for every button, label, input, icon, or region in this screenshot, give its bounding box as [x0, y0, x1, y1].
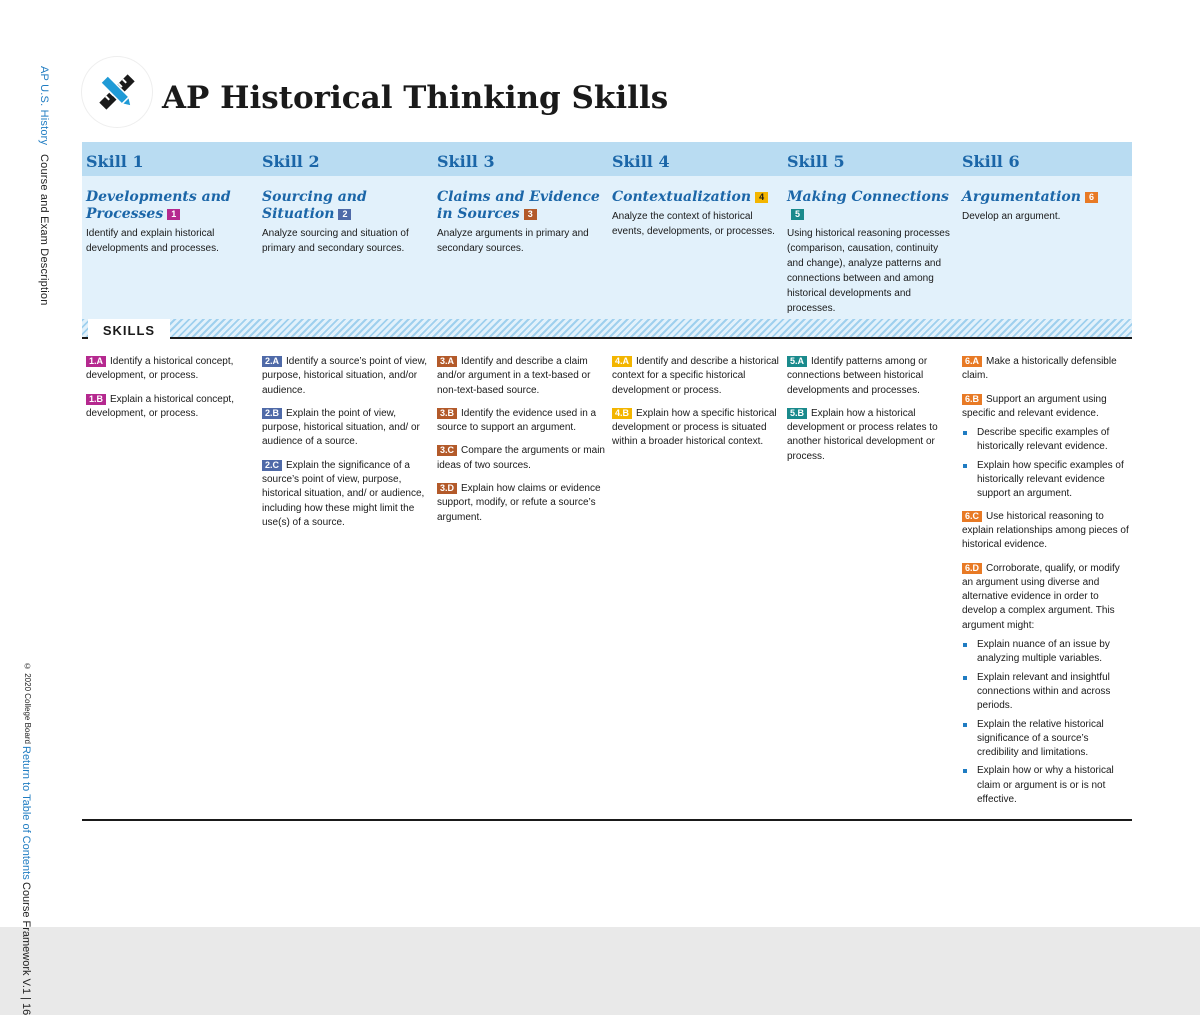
skill-3-summary: Analyze arguments in primary and secondary sources. — [437, 228, 589, 254]
skill-item-text: Identify a historical concept, development, or process. — [86, 356, 234, 382]
skill-item — [437, 482, 607, 525]
skill-6-name: Argumentation 6 — [962, 189, 1132, 206]
skill-1-name: Developments and Processes 1 — [86, 189, 231, 222]
skill-code: 6.C — [962, 511, 982, 522]
skill-item-text: Use historical reasoning to explain relationships among pieces of historical evidence. — [962, 510, 1129, 551]
skill-item-text: Make a historically defensible claim. — [962, 356, 1117, 382]
skill-item-text: Explain how claims or evidence support, modify, or refute a source’s argument. — [437, 483, 601, 523]
skill-item — [437, 355, 607, 398]
skill-item-text: Identify a source’s point of view, purpose, historical situation, and/or audience. — [262, 356, 428, 396]
skill-code: 4.B — [612, 408, 632, 419]
skill-3-number: Skill 3 — [437, 152, 495, 171]
skill-5-number: Skill 5 — [787, 152, 845, 171]
skill-6-description — [962, 189, 1132, 224]
skill-2-summary: Analyze sourcing and situation of primary and secondary sources. — [262, 228, 409, 254]
framework-page-label: Course Framework V.1 | 16 — [20, 881, 32, 1015]
skill-item — [262, 459, 432, 530]
skill-2-items — [262, 355, 432, 539]
skill-6-summary: Develop an argument. — [962, 211, 1061, 222]
skill-code: 2.A — [262, 356, 282, 367]
bullet-item: Explain the relative historical significance of a source’s credibility and limitations. — [962, 718, 1130, 761]
skill-code: 3.D — [437, 483, 457, 494]
skill-item-text: Identify the evidence used in a source to support an argument. — [437, 407, 597, 434]
skill-item-text: Support an argument using specific and relevant evidence. — [962, 393, 1107, 419]
skill-4-description — [612, 189, 782, 239]
skill-item — [962, 510, 1130, 553]
skill-item-text: Identify patterns among or connections between historical developments and processes. — [787, 356, 928, 396]
skill-item-text: Explain the significance of a source’s point of view, purpose, historical situation, and/ or audience, including how these might limit the use(s) of a source. — [262, 459, 425, 528]
return-to-toc-link[interactable]: Return to Table of Contents — [20, 745, 32, 880]
table-bottom-rule — [82, 819, 1132, 821]
skill-5-badge: 5 — [791, 209, 804, 220]
skill-2-number: Skill 2 — [262, 152, 320, 171]
skill-4-number: Skill 4 — [612, 152, 670, 171]
skill-6-badge: 6 — [1085, 192, 1098, 203]
skill-code: 5.A — [787, 356, 807, 367]
skill-4-name: Contextualization 4 — [612, 189, 782, 206]
skill-item-text: Compare the arguments or main ideas of two sources. — [437, 445, 605, 471]
skill-item — [86, 393, 256, 422]
skill-code: 2.C — [262, 460, 282, 471]
skill-3-items — [437, 355, 607, 534]
copyright-text: © 2020 College Board — [23, 662, 32, 744]
skill-item — [262, 407, 432, 450]
skill-1-description — [86, 189, 256, 256]
skill-code: 3.C — [437, 445, 457, 456]
skill-item — [262, 355, 432, 398]
skill-code: 1.A — [86, 356, 106, 367]
bullet-list — [962, 426, 1130, 501]
skill-code: 5.B — [787, 408, 807, 419]
side-course-label — [38, 66, 50, 306]
skill-5-items — [787, 355, 957, 473]
skill-item — [787, 355, 957, 398]
skills-label: SKILLS — [88, 319, 170, 341]
skill-4-summary: Analyze the context of historical events, developments, or processes. — [612, 211, 775, 237]
bullet-item: Explain nuance of an issue by analyzing multiple variables. — [962, 638, 1130, 667]
skill-item — [962, 393, 1130, 422]
skill-code: 6.D — [962, 563, 982, 574]
bullet-item: Explain how specific examples of historically relevant evidence support an argument. — [962, 459, 1130, 502]
bullet-item: Explain how or why a historical claim or argument is or is not effective. — [962, 764, 1130, 807]
skill-code: 1.B — [86, 394, 106, 405]
skill-item — [86, 355, 256, 384]
skill-2-description — [262, 189, 432, 256]
skill-item-text: Explain how a historical development or process relates to another historical development or process. — [787, 407, 938, 462]
skill-5-name: Making Connections5 — [787, 189, 949, 219]
skill-item — [612, 407, 782, 450]
skill-2-badge: 2 — [338, 209, 351, 220]
skill-6-number: Skill 6 — [962, 152, 1020, 171]
skill-4-badge: 4 — [755, 192, 768, 203]
skill-item-text: Explain the point of view, purpose, historical situation, and/ or audience of a source. — [262, 407, 420, 448]
skill-code: 2.B — [262, 408, 282, 419]
skill-1-items — [86, 355, 256, 430]
skill-1-number: Skill 1 — [86, 152, 144, 171]
skill-2-name: Sourcing and Situation 2 — [262, 189, 367, 222]
skill-item — [437, 444, 607, 473]
side-footer — [20, 662, 32, 1015]
skill-3-name: Claims and Evidence in Sources 3 — [437, 189, 600, 222]
bullet-list — [962, 638, 1130, 807]
document-name: Course and Exam Description — [38, 154, 50, 307]
skill-item — [437, 407, 607, 436]
skills-divider-stripe — [82, 319, 1132, 339]
skill-5-description — [787, 189, 957, 316]
skill-item — [787, 407, 957, 464]
skill-code: 6.B — [962, 394, 982, 405]
skill-item-text: Identify and describe a claim and/or argument in a text-based or non-text-based source. — [437, 356, 591, 396]
skill-4-items — [612, 355, 782, 459]
skill-item — [612, 355, 782, 398]
skill-6-items — [962, 355, 1130, 815]
bullet-item: Explain relevant and insightful connections within and across periods. — [962, 671, 1130, 714]
skill-5-summary: Using historical reasoning processes (comparison, causation, continuity and change), analyze patterns and connections between and among historical developments and processes. — [787, 228, 950, 314]
skill-item-text: Identify and describe a historical context for a specific historical development or process. — [612, 356, 779, 396]
skill-code: 6.A — [962, 356, 982, 367]
skill-item-text: Corroborate, qualify, or modify an argument using diverse and alternative evidence in order to develop a complex argument. This argument might: — [962, 562, 1120, 631]
bullet-item: Describe specific examples of historically relevant evidence. — [962, 426, 1130, 455]
skill-item — [962, 562, 1130, 633]
skill-3-description — [437, 189, 607, 256]
page-title: AP Historical Thinking Skills — [162, 80, 669, 116]
skill-code: 3.B — [437, 408, 457, 419]
skill-1-badge: 1 — [167, 209, 180, 220]
skill-item — [962, 355, 1130, 384]
skill-code: 3.A — [437, 356, 457, 367]
skill-item-text: Explain a historical concept, development, or process. — [86, 393, 234, 419]
pencil-ruler-icon — [82, 57, 152, 127]
skill-3-badge: 3 — [524, 209, 537, 220]
skill-1-summary: Identify and explain historical developments and processes. — [86, 228, 219, 254]
course-name: AP U.S. History — [38, 66, 50, 146]
skill-code: 4.A — [612, 356, 632, 367]
skill-item-text: Explain how a specific historical development or process is situated within a broader historical context. — [612, 407, 777, 448]
